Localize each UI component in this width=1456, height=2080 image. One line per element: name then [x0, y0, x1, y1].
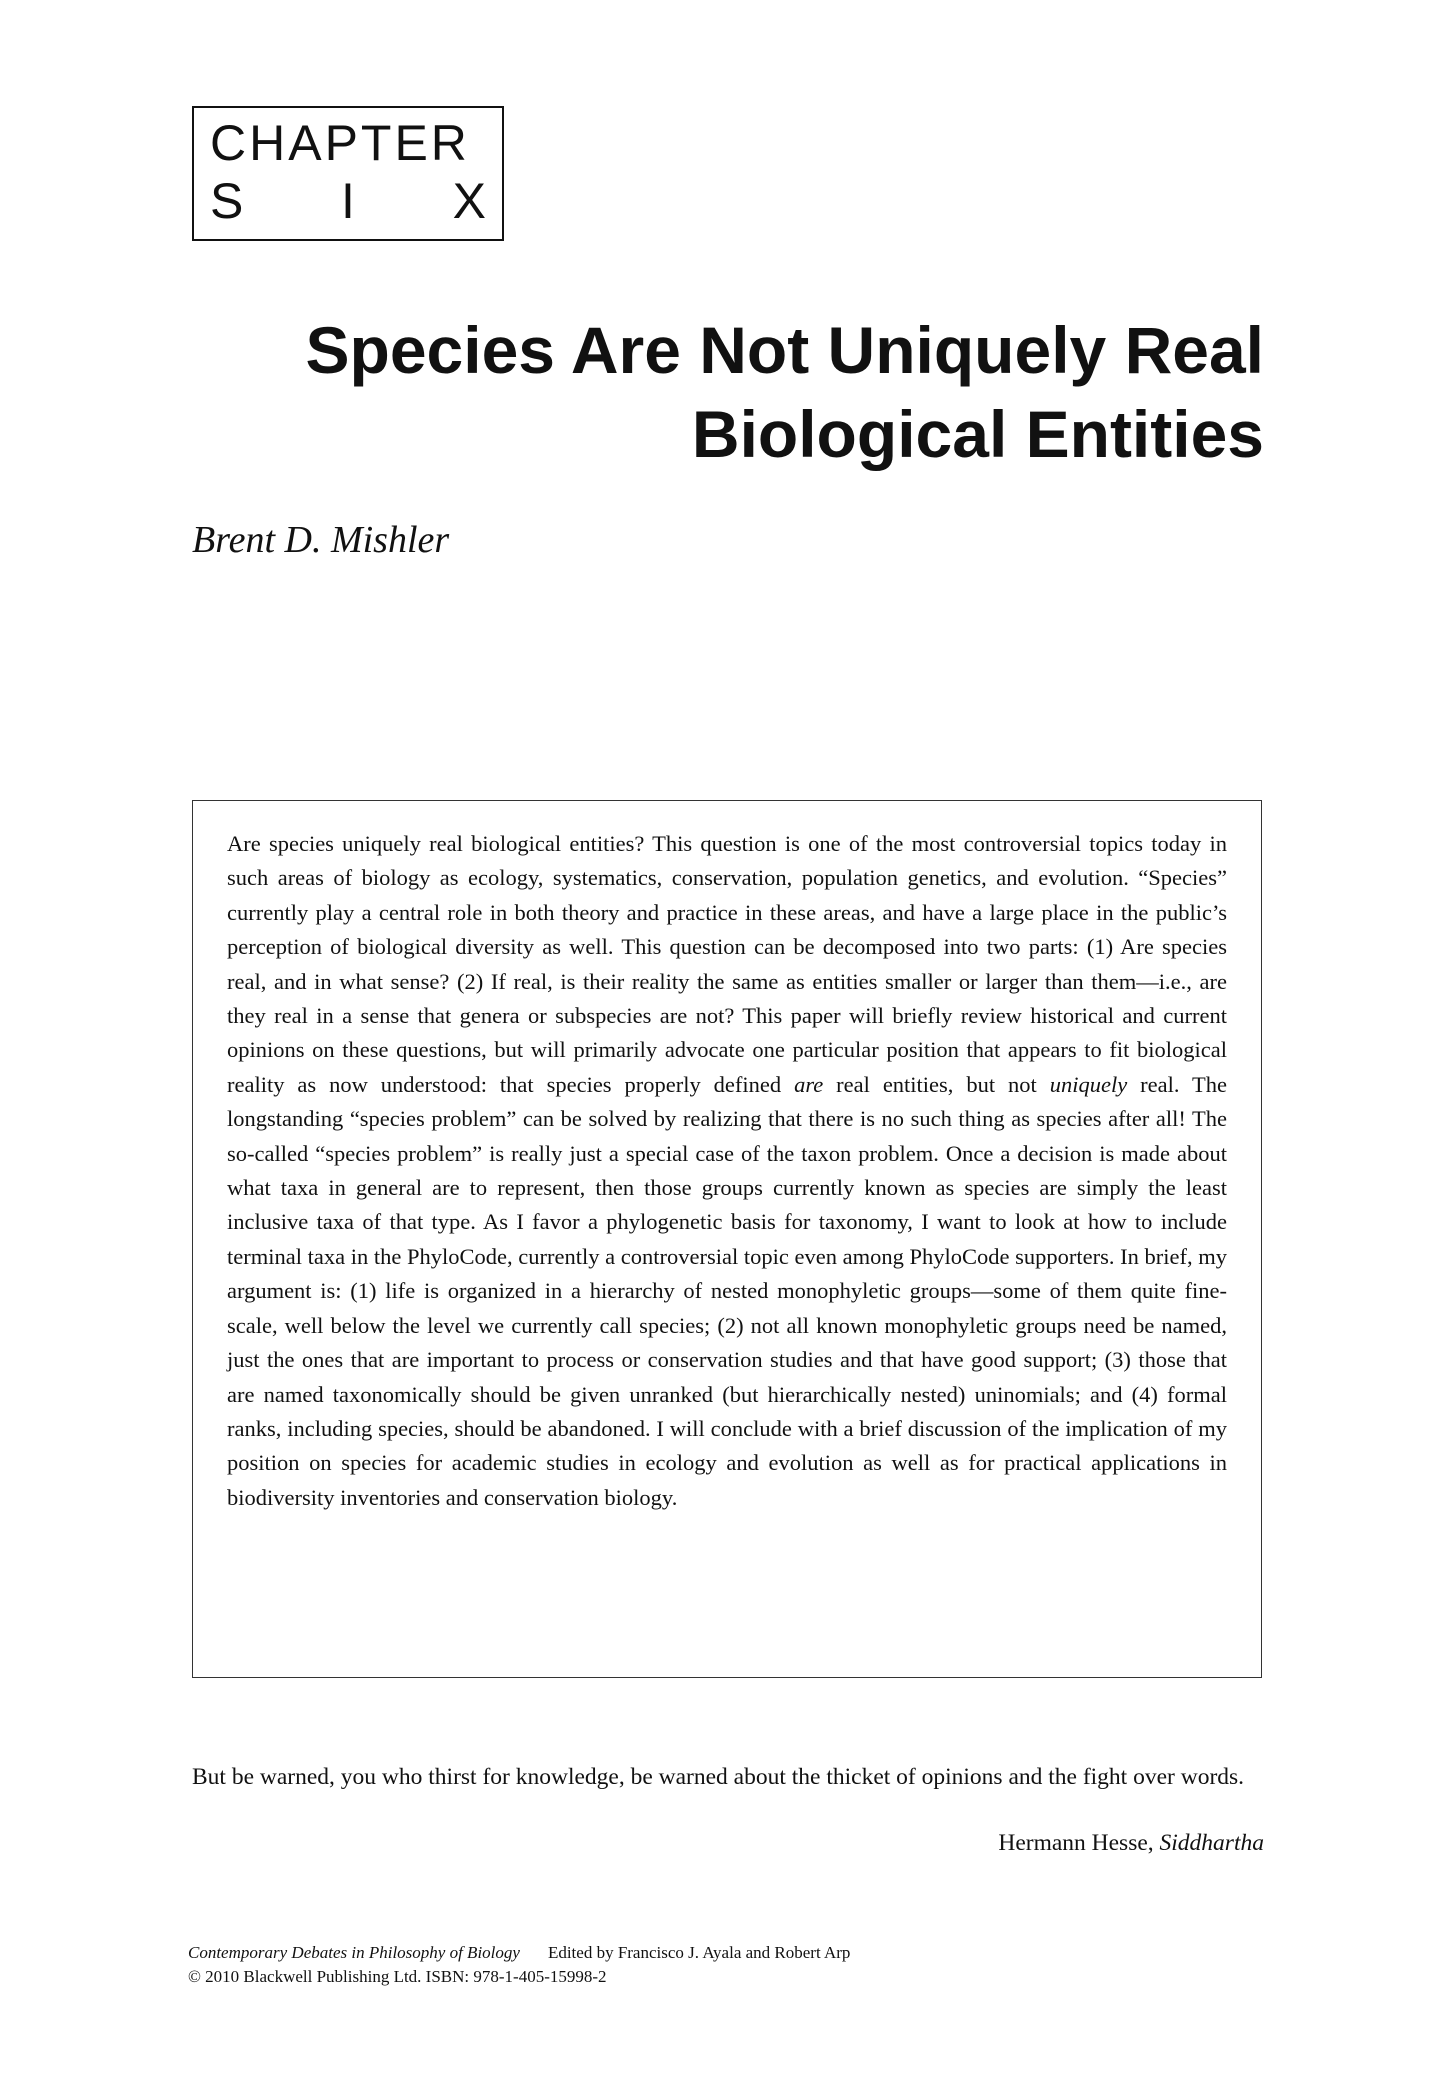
footer-copyright: © 2010 Blackwell Publishing Ltd. ISBN: 978-1-405-15998-2 [188, 1967, 607, 1986]
chapter-label-box [192, 106, 504, 241]
abstract-box [192, 800, 1262, 1678]
chapter-title-line-1: Species Are Not Uniquely Real [305, 313, 1264, 387]
abstract-text [227, 827, 1227, 1515]
epigraph-attribution [998, 1826, 1264, 1860]
footer-editors: Edited by Francisco J. Ayala and Robert Arp [547, 1943, 851, 1962]
chapter-number-letter: I [341, 173, 355, 229]
chapter-number-letter: S [210, 173, 244, 229]
footer-line-1 [188, 1941, 1288, 1965]
chapter-number-letter: X [452, 173, 486, 229]
chapter-title-line-2: Biological Entities [691, 397, 1264, 471]
author-name: Brent D. Mishler [192, 519, 450, 561]
abstract-part-2: real entities, but not [836, 1071, 1037, 1097]
abstract-emphasis-are: are [794, 1071, 824, 1097]
epigraph-quote: But be warned, you who thirst for knowledge, be warned about the thicket of opinions and the fight over words. [192, 1764, 1245, 1790]
abstract-part-1: Are species uniquely real biological entities? This question is one of the most controversial topics today in such areas of biology as ecology, systematics, conservation, population genetics, and evolution. “Species” currently play a central role in both theory and practice in these areas, and have a large place in the public’s perception of biological diversity as well. This question can be decomposed into two parts: (1) Are species real, and in what sense? (2) If real, is their reality the same as entities smaller or larger than them—i.e., are they real in a sense that genera or subspecies are not? This paper will briefly review historical and current opinions on these questions, but will primarily advocate one particular position that appears to fit biological reality as now understood: that species properly defined [227, 831, 1227, 1097]
abstract-part-3: real. The longstanding “species problem” can be solved by realizing that there is no such thing as species after all! The so-called “species problem” is really just a special case of the taxon problem. Once a decision is made about what taxa in general are to represent, then those groups currently known as species are simply the least inclusive taxa of that type. As I favor a phylogenetic basis for taxonomy, I want to look at how to include terminal taxa in the PhyloCode, currently a controversial topic even among PhyloCode supporters. In brief, my argument is: (1) life is organized in a hierarchy of nested monophyletic groups—some of them quite fine-scale, well below the level we currently call species; (2) not all known monophyletic groups need be named, just the ones that are important to process or conservation studies and that have good support; (3) those that are named taxonomically should be given unranked (but hierarchically nested) uninomials; and (4) formal ranks, including species, should be abandoned. I will conclude with a brief discussion of the implication of my position on species for academic studies in ecology and evolution as well as for practical applications in biodiversity inventories and conservation biology. [227, 1071, 1228, 1510]
epigraph-author: Hermann Hesse, [998, 1830, 1160, 1856]
epigraph-work: Siddhartha [1159, 1830, 1264, 1856]
chapter-title [164, 308, 1264, 476]
chapter-number [210, 173, 486, 229]
page-footer [188, 1941, 1288, 1989]
chapter-word: CHAPTER [210, 115, 470, 171]
abstract-emphasis-uniquely: uniquely [1049, 1071, 1128, 1097]
footer-book-title: Contemporary Debates in Philosophy of Biology [188, 1943, 520, 1962]
